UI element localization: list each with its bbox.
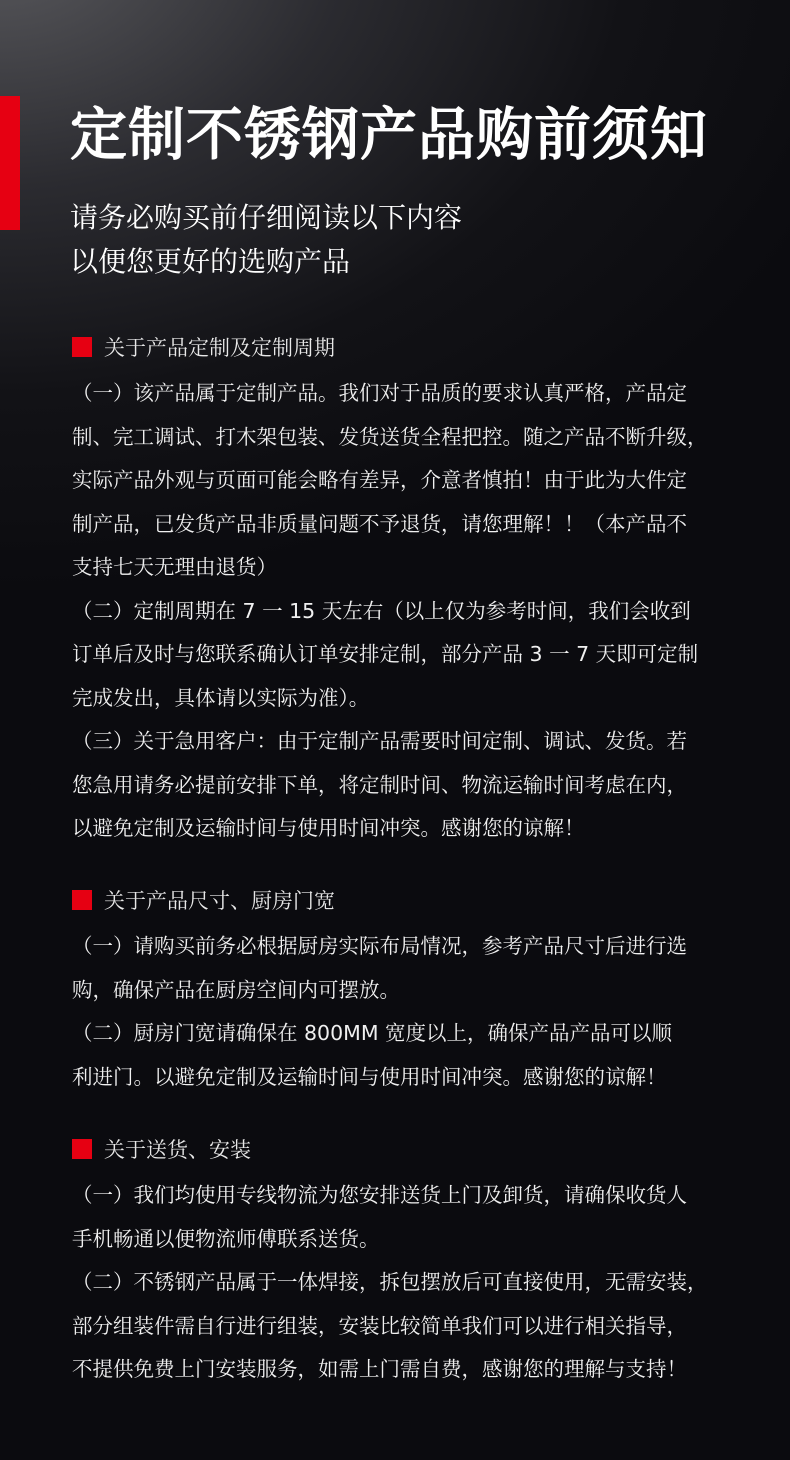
paragraph-line: （一）我们均使用专线物流为您安排送货上门及卸货，请确保收货人 [72, 1183, 687, 1207]
paragraph-line: （二）厨房门宽请确保在 800MM 宽度以上，确保产品产品可以顺 [72, 1021, 673, 1045]
red-square-icon [72, 337, 92, 357]
section-heading [72, 1132, 752, 1166]
paragraph-line: 利进门。以避免定制及运输时间与使用时间冲突。感谢您的谅解！ [72, 1064, 667, 1089]
paragraph [72, 925, 752, 1012]
paragraph [72, 1261, 752, 1392]
red-square-icon [72, 1139, 92, 1159]
title-accent-bar [0, 96, 20, 230]
section-heading [72, 883, 752, 917]
section-delivery-install [72, 1132, 752, 1392]
paragraph-line: 不提供免费上门安装服务，如需上门需自费，感谢您的理解与支持！ [72, 1357, 687, 1381]
paragraph [72, 1012, 752, 1099]
paragraph-line: 支持七天无理由退货） [72, 555, 277, 579]
paragraph-line: （一）该产品属于定制产品。我们对于品质的要求认真严格，产品定 [72, 381, 687, 405]
section-heading-text: 关于产品尺寸、厨房门宽 [104, 889, 335, 913]
paragraph [72, 1174, 752, 1261]
paragraph-line: 手机畅通以便物流师傅联系送货。 [72, 1226, 380, 1251]
paragraph-line: 购，确保产品在厨房空间内可摆放。 [72, 977, 400, 1002]
paragraph-line: （二）定制周期在 7 一 15 天左右（以上仅为参考时间，我们会收到 [72, 598, 691, 623]
paragraph [72, 590, 752, 721]
paragraph-line: （一）请购买前务必根据厨房实际布局情况，参考产品尺寸后进行选 [72, 934, 687, 958]
section-customization [72, 330, 752, 851]
paragraph-line: 完成发出，具体请以实际为准）。 [72, 685, 370, 710]
section-heading-text: 关于送货、安装 [104, 1138, 251, 1162]
section-heading-text: 关于产品定制及定制周期 [104, 336, 335, 360]
paragraph-line: （三）关于急用客户：由于定制产品需要时间定制、调试、发货。若 [72, 729, 687, 753]
paragraph-line: 实际产品外观与页面可能会略有差异，介意者慎拍！由于此为大件定 [72, 468, 687, 492]
paragraph-line: （二）不锈钢产品属于一体焊接，拆包摆放后可直接使用，无需安装， [72, 1270, 708, 1294]
red-square-icon [72, 890, 92, 910]
paragraph-line: 您急用请务必提前安排下单，将定制时间、物流运输时间考虑在内， [72, 772, 687, 797]
section-size-door [72, 883, 752, 1099]
paragraph-line: 部分组装件需自行进行组装，安装比较简单我们可以进行相关指导， [72, 1313, 687, 1338]
paragraph-line: 订单后及时与您联系确认订单安排定制，部分产品 3 一 7 天即可定制 [72, 642, 699, 666]
paragraph [72, 720, 752, 851]
paragraph-line: 制产品，已发货产品非质量问题不予退货，请您理解！！（本产品不 [72, 511, 687, 536]
paragraph-line: 以避免定制及运输时间与使用时间冲突。感谢您的谅解！ [72, 816, 585, 840]
paragraph-line: 制、完工调试、打木架包装、发货送货全程把控。随之产品不断升级， [72, 424, 708, 449]
paragraph [72, 372, 752, 590]
page-title: 定制不锈钢产品购前须知 [70, 102, 708, 168]
subtitle-line: 请务必购买前仔细阅读以下内容 [70, 201, 463, 234]
section-heading [72, 330, 752, 364]
subtitle-line: 以便您更好的选购产品 [70, 245, 351, 278]
subtitle [70, 196, 462, 284]
